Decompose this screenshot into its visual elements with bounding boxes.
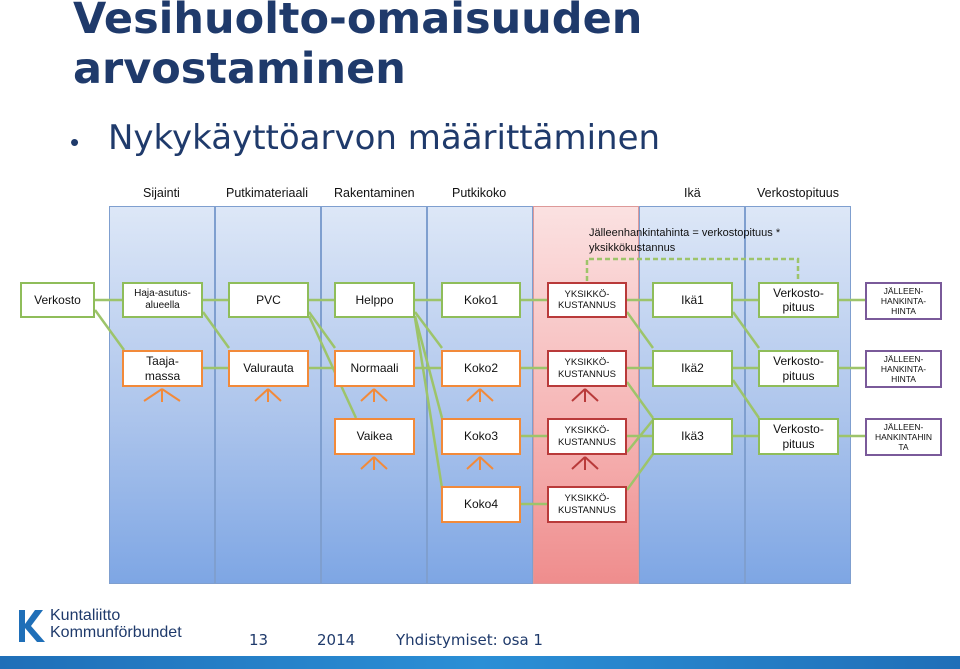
slide-title: Vesihuolto-omaisuuden arvostaminen — [73, 0, 643, 94]
node-ika1: Ikä1 — [652, 282, 733, 318]
node-jalleenhankintahinta-3: JÄLLEEN- HANKINTAHIN TA — [865, 418, 942, 456]
node-jalleenhankintahinta-2: JÄLLEEN- HANKINTA- HINTA — [865, 350, 942, 388]
header-ika: Ikä — [684, 186, 701, 200]
bullet-dot-icon: • — [70, 127, 80, 157]
node-jalleenhankintahinta-1: JÄLLEEN- HANKINTA- HINTA — [865, 282, 942, 320]
header-sijainti: Sijainti — [143, 186, 180, 200]
node-verkostopituus-1: Verkosto- pituus — [758, 282, 839, 318]
footer-year: 2014 — [317, 631, 356, 649]
header-putkimateriaali: Putkimateriaali — [226, 186, 308, 200]
page-number: 13 — [249, 631, 269, 649]
node-yksikkokustannus-2: YKSIKKÖ- KUSTANNUS — [547, 350, 627, 387]
node-yksikkokustannus-4: YKSIKKÖ- KUSTANNUS — [547, 486, 627, 523]
node-vaikea: Vaikea — [334, 418, 415, 455]
kuntaliitto-logo-icon — [15, 606, 49, 646]
node-ika3: Ikä3 — [652, 418, 733, 455]
node-yksikkokustannus-1: YKSIKKÖ- KUSTANNUS — [547, 282, 627, 318]
node-verkostopituus-2: Verkosto- pituus — [758, 350, 839, 387]
node-normaali: Normaali — [334, 350, 415, 387]
footer-bar — [0, 656, 960, 669]
node-yksikkokustannus-3: YKSIKKÖ- KUSTANNUS — [547, 418, 627, 455]
header-putkikoko: Putkikoko — [452, 186, 507, 200]
node-verkosto: Verkosto — [20, 282, 95, 318]
node-haja-asutusalueella: Haja-asutus- alueella — [122, 282, 203, 318]
node-helppo: Helppo — [334, 282, 415, 318]
header-verkostopituus: Verkostopituus — [757, 186, 839, 200]
node-koko2: Koko2 — [441, 350, 521, 387]
formula-text: Jälleenhankintahinta = verkostopituus * yksikkökustannus — [589, 227, 781, 254]
node-pvc: PVC — [228, 282, 309, 318]
node-verkostopituus-3: Verkosto- pituus — [758, 418, 839, 455]
footer-section: Yhdistymiset: osa 1 — [396, 631, 543, 649]
node-valurauta: Valurauta — [228, 350, 309, 387]
node-ika2: Ikä2 — [652, 350, 733, 387]
logo-text: Kuntaliitto Kommunförbundet — [50, 607, 182, 641]
header-rakentaminen: Rakentaminen — [334, 186, 415, 200]
node-koko4: Koko4 — [441, 486, 521, 523]
bullet-text: Nykykäyttöarvon määrittäminen — [108, 118, 661, 158]
node-koko1: Koko1 — [441, 282, 521, 318]
node-koko3: Koko3 — [441, 418, 521, 455]
node-taajamassa: Taaja- massa — [122, 350, 203, 387]
